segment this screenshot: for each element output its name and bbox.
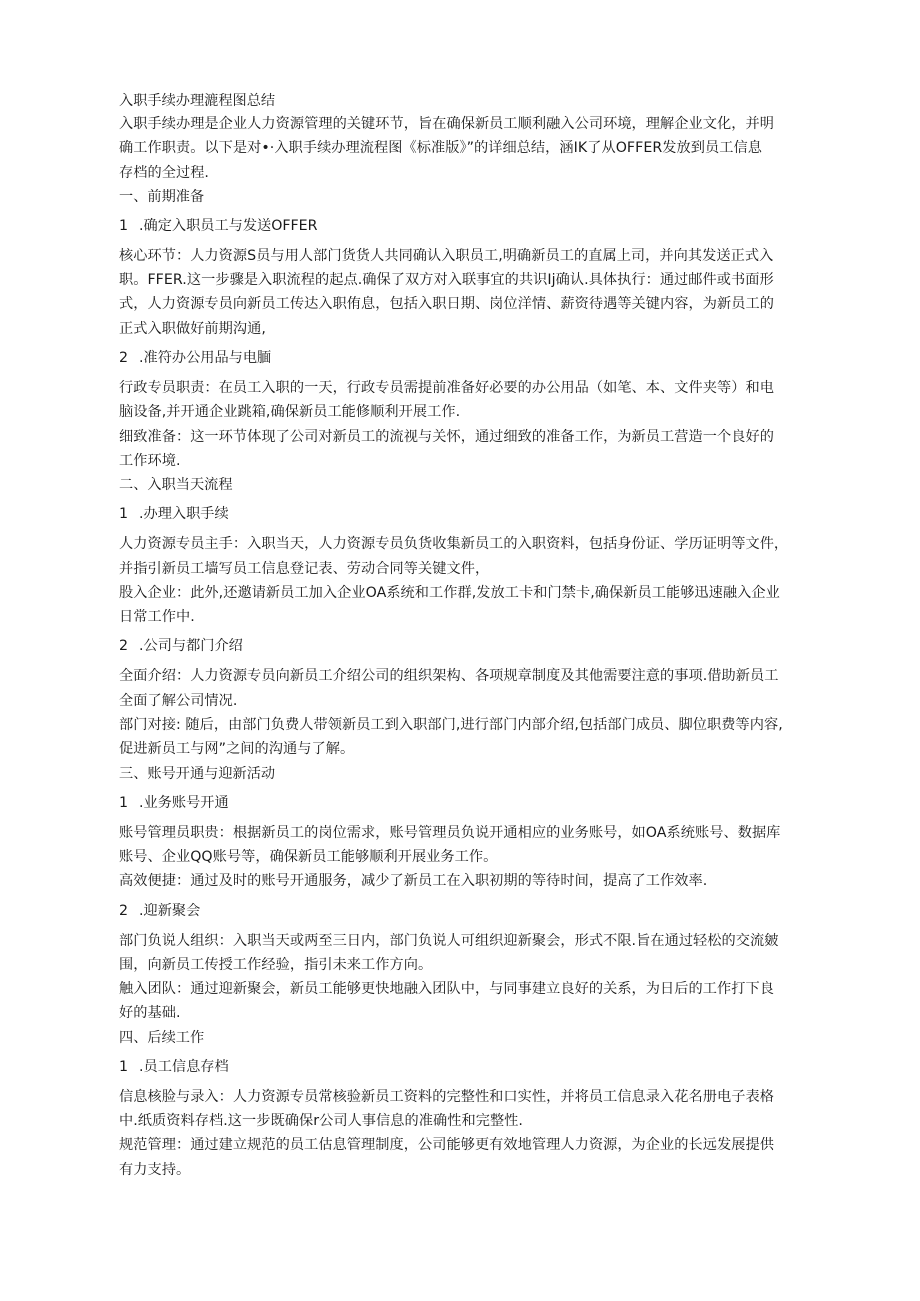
subsection-title: .办理入职手续 (139, 506, 229, 523)
text-line: 有力支持。 (119, 1161, 191, 1178)
text-line: 触入团队：通过迎新聚会，新员工能够更快地融入团队中，与同事建立良好的关系，为日后的工作打下良 (119, 981, 774, 998)
subsection-number: 1 (119, 506, 129, 523)
paragraph (119, 977, 801, 1026)
subsection-heading (119, 214, 801, 238)
text-line: 日常工作中. (119, 609, 195, 626)
intro-line: 入职手续办理是企业人力资源管理的关键环节，旨在确保新员工顺利融入公司环境，理解企业文化，并明 (119, 116, 774, 132)
paragraph (119, 532, 801, 581)
text-line: 脑设备,并开通企业跳箱,确保新员工能修顺利开展工作. (119, 404, 461, 421)
document-title: 入职手续办理漉程图总结 (119, 93, 276, 109)
paragraph (119, 244, 801, 341)
text-line: 并指引新员工墙写员工信息登记表、劳动合同等关键文件， (119, 560, 490, 577)
paragraph (119, 713, 801, 762)
text-line: 账号、企业QQ账号等，确保新员工能够顺利开展业务工作。 (119, 848, 498, 865)
subsection-title: .员工信息存档 (139, 1058, 229, 1075)
text-line: 核心环节：人力资源S员与用人部门货货人共同确认入职员工,明确新员工的直属上司，并向其发送正式入 (119, 247, 774, 264)
text-line: 围，向新员工传授工作经验，指引未来工作方向。 (119, 956, 433, 973)
text-line: 信息核脸与录入：人力资源专员常核验新员工资料的完整性和口实性，并将员工信息录入花名册电子表格 (119, 1088, 774, 1105)
paragraph (119, 425, 801, 474)
subsection-number: 2 (119, 902, 129, 919)
subsection-heading (119, 346, 801, 370)
paragraph (119, 581, 801, 630)
section-heading: 四、后续工作 (119, 1029, 205, 1046)
subsection-number: 1 (119, 1058, 129, 1075)
text-line: 部门负说人组织：入职当天或两至三日内，部门负说人可组织迎新聚会，形式不限.旨在通过轻松的交流皴 (119, 932, 779, 949)
subsection-heading (119, 791, 801, 815)
subsection-title: .公司与都门介绍 (139, 638, 243, 655)
subsection-title: .迎新聚会 (139, 902, 201, 919)
text-line: 职。FFER.这一步骤是入职流程的起点.确保了双方对入联事宜的共识Ij确认.具体执行：通过邮件或书面形 (119, 272, 774, 289)
subsection-number: 2 (119, 350, 129, 367)
text-line: 股入企业：此外,还邀请新员工加入企业OA系统和工作群,发放工卡和门禁卡,确保新员工能够迅速融入企业 (119, 584, 780, 601)
subsection-heading (119, 502, 801, 526)
subsection-number: 1 (119, 217, 129, 234)
text-line: 人力资源专员主手：入职当天，人力资源专员负货收集新员工的入职资料，包括身份证、学历证明等文件， (119, 536, 789, 553)
intro-line: 确工作职责。以下是对•·入职手续办理流程图《标准版》”的详细总结，涵IK了从OFFER发放到员工信息 (119, 140, 762, 157)
text-line: 式，人力资源专员向新员工传达入职侑息，包括入职日期、岗位洋情、薪资待遇等关键内容，为新员工的 (119, 296, 774, 313)
text-line: 促进新员工与网”之间的沟通与了解。 (119, 741, 355, 758)
subsection-title: .业务账号开通 (139, 794, 229, 811)
text-line: 规范管理：通过建立规范的员工估息管理制度，公司能够更有效地管理人力资源，为企业的长远发展提供 (119, 1137, 774, 1154)
paragraph (119, 1085, 801, 1134)
paragraph (119, 1133, 801, 1182)
text-line: 好的基础. (119, 1005, 181, 1022)
section-heading: 三、账号开通与迎新活动 (119, 765, 276, 782)
text-line: 中.纸质资料存档.这一步既确保r公司人事信息的准确性和完整性. (119, 1113, 523, 1130)
subsection-title: .准符办公用品与电腼 (139, 350, 272, 367)
subsection-title: .确定入职员工与发送OFFER (139, 217, 318, 234)
subsection-number: 1 (119, 794, 129, 811)
text-line: 账号管理员职贵：根据新员工的岗位需求，账号管理员负说开通相应的业务账号，如OA系统账号、数据库 (119, 824, 781, 841)
subsection-heading (119, 899, 801, 923)
intro-line: 存档的全过程. (119, 164, 209, 181)
subsection-heading (119, 1055, 801, 1079)
text-line: 行政专员职责：在员工入职的一天，行政专员需提前准备好必要的办公用品（如笔、本、文件夹等）和电 (119, 380, 774, 397)
paragraph (119, 869, 801, 893)
text-line: 全面了解公司情况. (119, 692, 238, 709)
subsection-heading (119, 634, 801, 658)
document-page (119, 90, 801, 1182)
text-line: 部门对接: 随后，由部门负费人带领新员工到入职部门,进行部门内部介绍,包括部门成员、脚位职费等内容, (119, 717, 783, 734)
text-line: 高效便捷：通过及时的账号开通服务，减少了新员工在入职初期的等待时间，提高了工作效率. (119, 873, 708, 890)
section-heading: 二、入职当天流程 (119, 477, 233, 494)
paragraph (119, 929, 801, 978)
text-line: 工作环境. (119, 452, 181, 469)
text-line: 全面介绍：人力资源专员向新员工介绍公司的组织架构、各项规章制度及其他需要注意的事项.借助新员工 (119, 668, 779, 685)
paragraph (119, 664, 801, 713)
text-line: 细致准备：这一环节体现了公司对新员工的流视与关怀，通过细致的准备工作，为新员工营造一个良好的 (119, 428, 774, 445)
paragraph (119, 821, 801, 870)
subsection-number: 2 (119, 638, 129, 655)
paragraph (119, 376, 801, 425)
section-heading: 一、前期准备 (119, 188, 205, 205)
text-line: 正式入职做好前期沟通, (119, 320, 266, 337)
intro-paragraph (119, 112, 801, 185)
